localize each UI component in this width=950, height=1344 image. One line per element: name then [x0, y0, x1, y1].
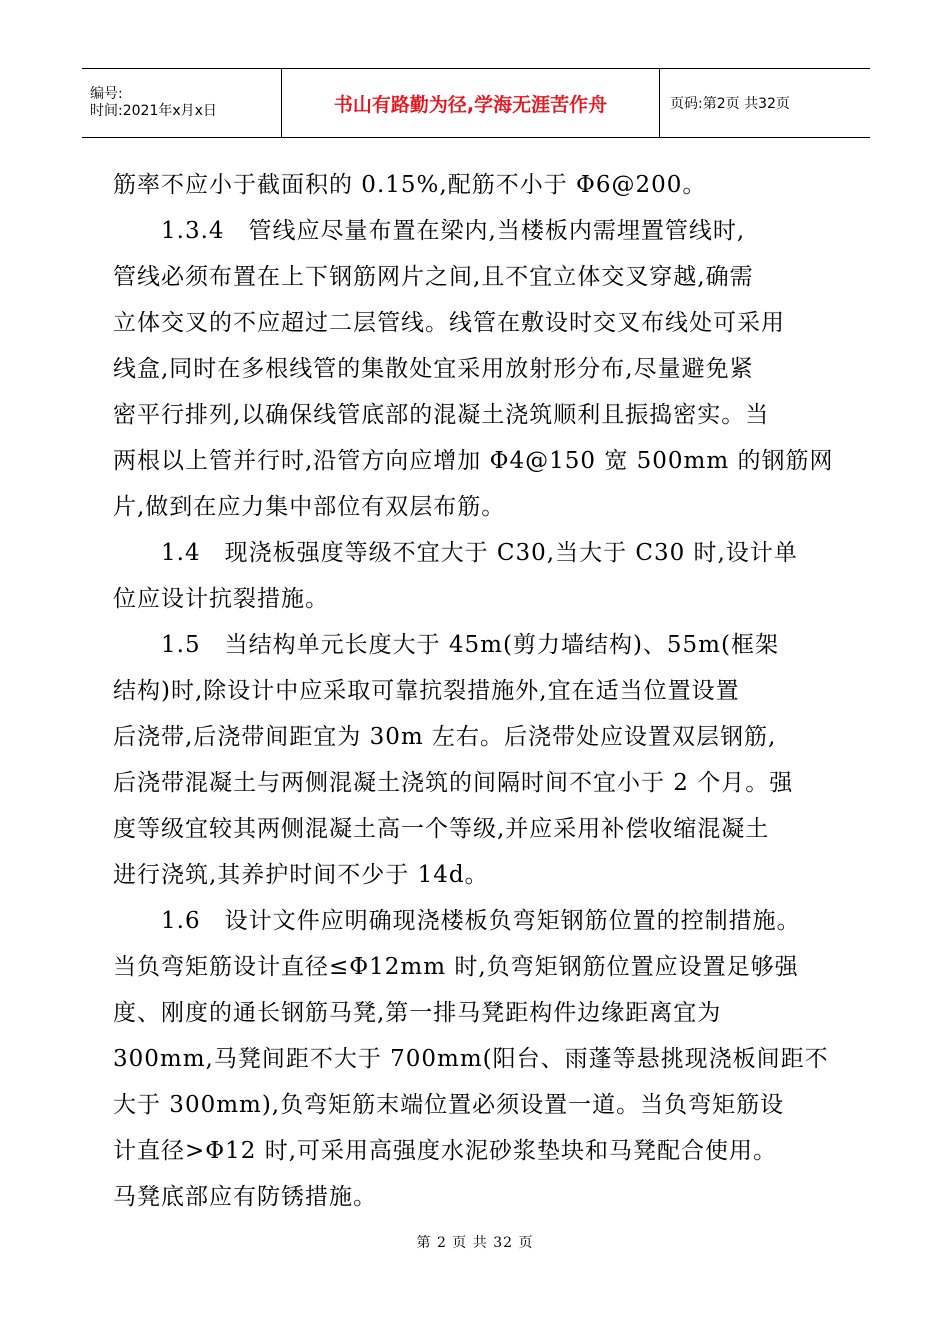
- body-line: 片,做到在应力集中部位有双层布筋。: [113, 494, 506, 520]
- page-header: [82, 68, 870, 138]
- body-line: 1.3.4 管线应尽量布置在梁内,当楼板内需埋置管线时,: [161, 218, 746, 244]
- body-line: 300mm,马凳间距不大于 700mm(阳台、雨蓬等悬挑现浇板间距不: [113, 1046, 829, 1072]
- body-line: 结构)时,除设计中应采取可靠抗裂措施外,宜在适当位置设置: [113, 678, 740, 704]
- body-line: 度等级宜较其两侧混凝土高一个等级,并应采用补偿收缩混凝土: [113, 816, 770, 842]
- body-line: 后浇带混凝土与两侧混凝土浇筑的间隔时间不宜小于 2 个月。强: [113, 770, 794, 796]
- page-footer: 第 2 页 共 32 页: [416, 1235, 534, 1251]
- document-number-label: 编号:: [90, 86, 123, 102]
- body-line: 大于 300mm),负弯矩筋末端位置必须设置一道。当负弯矩筋设: [113, 1092, 785, 1118]
- body-line: 当负弯矩筋设计直径≤Φ12mm 时,负弯矩钢筋位置应设置足够强: [113, 954, 799, 980]
- document-body: [113, 162, 853, 1220]
- body-line: 度、刚度的通长钢筋马凳,第一排马凳距构件边缘距离宜为: [113, 1000, 722, 1026]
- body-line: 密平行排列,以确保线管底部的混凝土浇筑顺利且振捣密实。当: [113, 402, 770, 428]
- body-line: 计直径>Φ12 时,可采用高强度水泥砂浆垫块和马凳配合使用。: [113, 1138, 778, 1164]
- body-line: 位应设计抗裂措施。: [113, 586, 329, 612]
- body-line: 线盒,同时在多根线管的集散处宜采用放射形分布,尽量避免紧: [113, 356, 754, 382]
- body-line: 1.5 当结构单元长度大于 45m(剪力墙结构)、55m(框架: [161, 632, 779, 658]
- document-time-label: 时间:2021年x月x日: [90, 103, 217, 119]
- body-line: 两根以上管并行时,沿管方向应增加 Φ4@150 宽 500mm 的钢筋网: [113, 448, 834, 474]
- body-line: 1.4 现浇板强度等级不宜大于 C30,当大于 C30 时,设计单: [161, 540, 798, 566]
- body-line: 立体交叉的不应超过二层管线。线管在敷设时交叉布线处可采用: [113, 310, 785, 336]
- body-line: 管线必须布置在上下钢筋网片之间,且不宜立体交叉穿越,确需: [113, 264, 754, 290]
- body-line: 后浇带,后浇带间距宜为 30m 左右。后浇带处应设置双层钢筋,: [113, 724, 777, 750]
- body-line: 马凳底部应有防锈措施。: [113, 1184, 377, 1210]
- body-line: 进行浇筑,其养护时间不少于 14d。: [113, 862, 489, 888]
- body-line: 筋率不应小于截面积的 0.15%,配筋不小于 Φ6@200。: [113, 172, 707, 198]
- body-line: 1.6 设计文件应明确现浇楼板负弯矩钢筋位置的控制措施。: [161, 908, 801, 934]
- header-motto: 书山有路勤为径,学海无涯苦作舟: [282, 69, 660, 137]
- header-page-label: 页码:第2页 共32页: [670, 96, 790, 112]
- header-meta: [82, 69, 282, 137]
